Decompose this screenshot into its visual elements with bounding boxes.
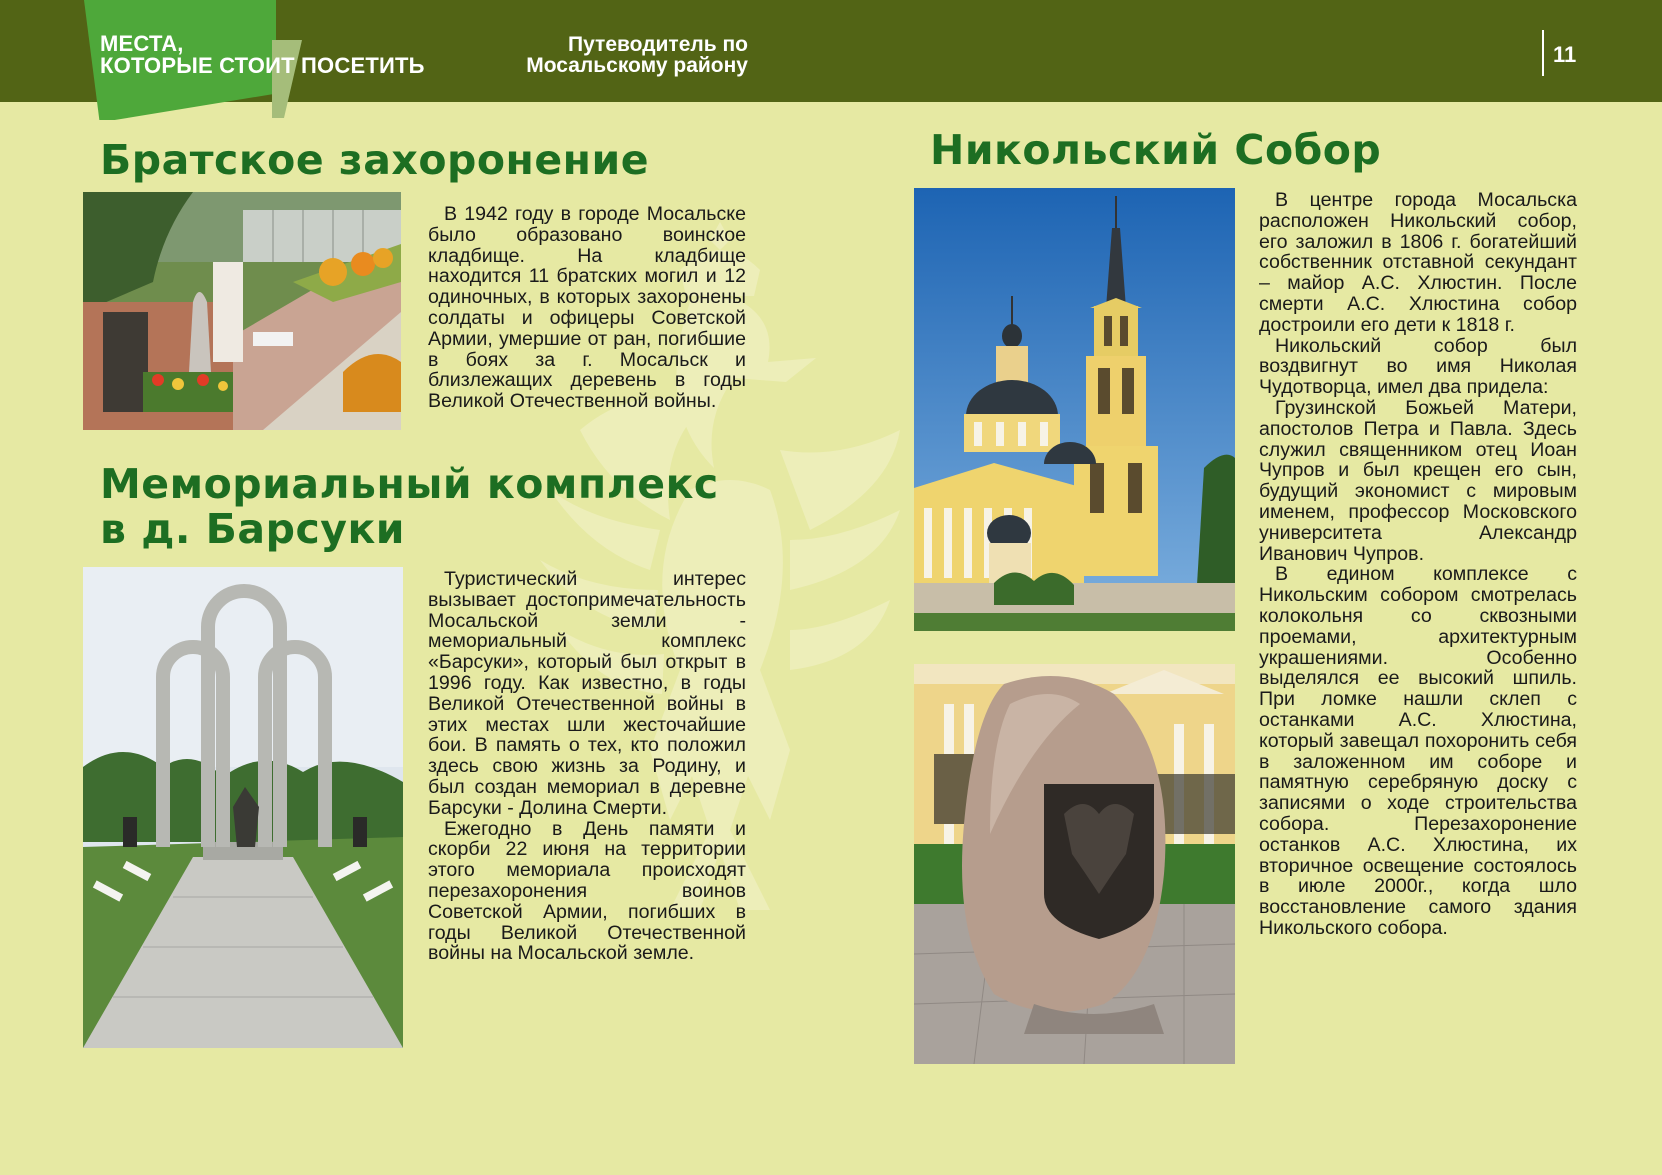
article-title-barsuki bbox=[100, 462, 719, 552]
photo-nikolsky-cathedral bbox=[914, 188, 1235, 631]
paragraph: В едином комплексе с Никольским собором смотрелась колокольня со сквозными проемами, архитектурным украшениями. Особенно выделялся ее высокий шпиль. При ломке нашли склеп с останками А.С. Хлюстина, который завещал похоронить себя в заложенном им соборе и памятную серебряную доску с записями о ходе строительства собора. Перезахоронение останков А.С. Хлюстина, их вторичное освещение состоялось в июле 2000г., когда шло восстановление самого здания Никольского собора. bbox=[1259, 563, 1577, 939]
paragraph: Ежегодно в День памяти и скорби 22 июня на территории этого мемориала происходят перезахоронения воинов Советской Армии, погибших в годы Великой Отечественной войны на Мосальской земле. bbox=[428, 817, 746, 965]
paragraph: Никольский собор был воздвигнут во имя Николая Чудотворца, имел два придела: bbox=[1259, 334, 1577, 399]
section-label-line2: КОТОРЫЕ СТОИТ ПОСЕТИТЬ bbox=[100, 53, 425, 78]
page-number: 11 bbox=[1553, 42, 1577, 67]
article-title-bratskoe bbox=[100, 136, 649, 184]
paragraph: Грузинской Божьей Матери, апостолов Петра и Павла. Здесь служил священником отец Иоан Чупров и был крещен его сын, будущий экономист с мировым именем, профессор Московского университета Александр Иванович Чупров. bbox=[1259, 396, 1577, 565]
article-title-bratskoe-text: Братское захоронение bbox=[100, 136, 650, 184]
paragraph: В центре города Мосальска расположен Никольский собор, его заложил в 1806 г. богатейший собственник отставной секундант – майор А.С. Хлюстин. После смерти А.С. Хлюстина собор достроили его дети к 1818 г. bbox=[1259, 189, 1577, 336]
section-label-line1: МЕСТА, bbox=[100, 31, 184, 56]
header-divider bbox=[1542, 30, 1544, 76]
article-title-barsuki-line1: Мемориальный комплекс bbox=[100, 460, 719, 508]
guide-title bbox=[480, 34, 748, 76]
article-title-barsuki-line2: в д. Барсуки bbox=[100, 505, 406, 553]
photo-bratskoe-zakhoronenie bbox=[83, 192, 401, 430]
article-title-nikolsky bbox=[930, 126, 1381, 174]
guide-title-line2: Мосальскому району bbox=[526, 54, 748, 77]
paragraph: Туристический интерес вызывает достопримечательность Мосальской земли - мемориальный комплекс «Барсуки», который был открыт в 1996 году. Как известно, в годы Великой Отечественной войны в этих местах шли жесточайшие бои. В память о тех, кто положил здесь свою жизнь за Родину, и был создан мемориал в деревне Барсуки - Долина Смерти. bbox=[428, 568, 746, 819]
paragraph: В 1942 году в городе Мосальске было образовано воинское кладбище. На кладбище находится 11 братских могил и 12 одиночных, в которых захоронены солдаты и офицеры Советской Армии, умершие от ран, погибшие в боях за г. Мосальск и близлежащих деревень в годы Великой Отечественной войны. bbox=[428, 203, 746, 413]
guide-title-line1: Путеводитель по bbox=[568, 33, 748, 56]
photo-barsuki-memorial bbox=[83, 567, 403, 1048]
section-label bbox=[100, 33, 425, 77]
article-text-nikolsky bbox=[1259, 190, 1577, 939]
photo-coat-of-arms-stone bbox=[914, 664, 1235, 1064]
article-title-nikolsky-text: Никольский Собор bbox=[930, 126, 1382, 174]
article-text-barsuki bbox=[428, 569, 746, 964]
article-text-bratskoe bbox=[428, 204, 746, 412]
